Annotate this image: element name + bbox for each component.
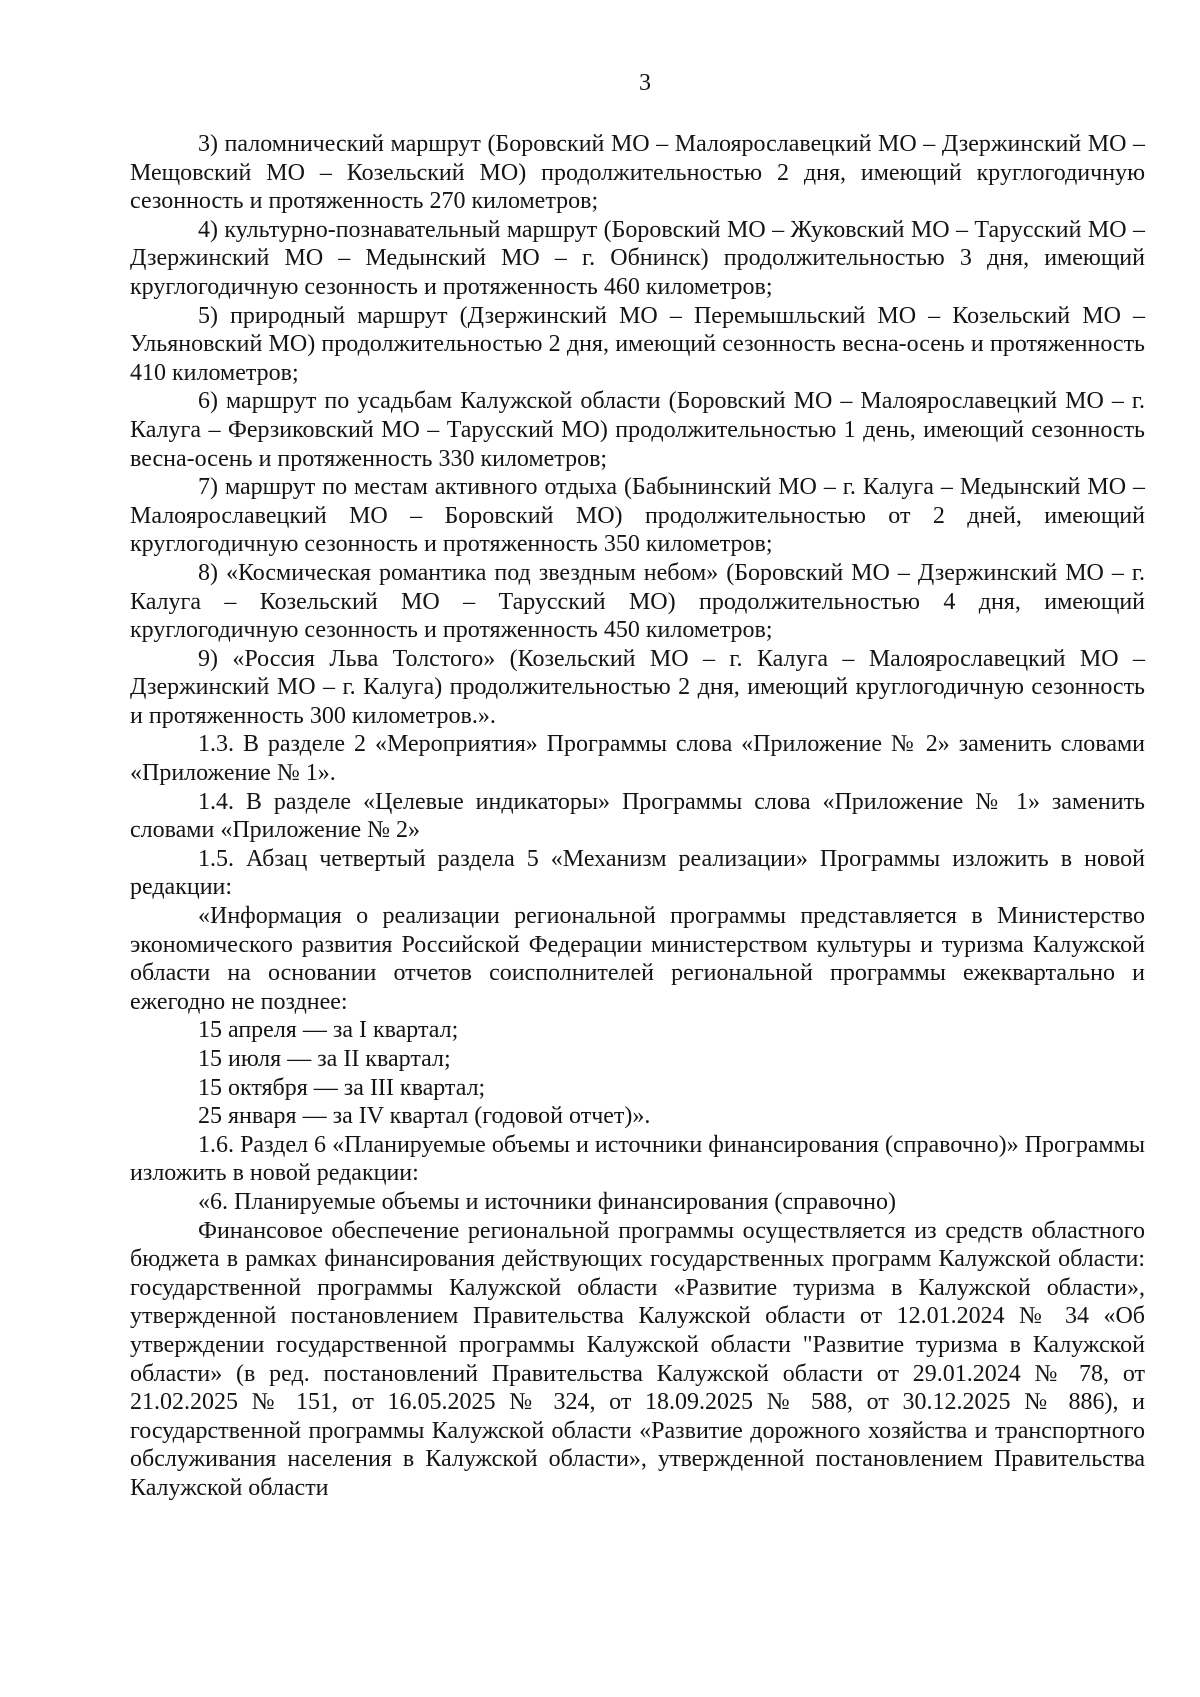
clause-1-5: 1.5. Абзац четвертый раздела 5 «Механизм реализации» Программы изложить в новой редакции: [130,845,1145,901]
deadline-q1: 15 апреля — за I квартал; [198,1017,459,1044]
deadline-q2: 15 июля — за II квартал; [198,1046,451,1072]
document-body [130,130,1145,1503]
page-number: 3 [639,70,651,96]
route-item-4: 4) культурно-познавательный маршрут (Боровский МО – Жуковский МО – Тарусский МО – Дзержинский МО – Медынский МО – г. Обнинск) продолжительностью 3 дня, имеющий круглогодичную сезонность и протяженность 460 километров; [130,216,1145,300]
route-item-8: 8) «Космическая романтика под звездным небом» (Боровский МО – Дзержинский МО – г. Калуга – Козельский МО – Тарусский МО) продолжительностью 4 дня, имеющий круглогодичную сезонность и протяженность 450 километров; [130,559,1145,644]
route-item-6: 6) маршрут по усадьбам Калужской области (Боровский МО – Малоярославецкий МО – г. Калуга – Ферзиковский МО – Тарусский МО) продолжительностью 1 день, имеющий сезонность весна-осень и протяженность 330 километров; [130,388,1145,472]
financing-paragraph: Финансовое обеспечение региональной программы осуществляется из средств областного бюджета в рамках финансирования действующих государственных программ Калужской области: государственной программы Калужской области «Развитие туризма в Калужской области», утвержденной постановлением Правительства Калужской области от 12.01.2024 № 34 «Об утверждении государственной программы Калужской области "Развитие туризма в Калужской области» (в ред. постановлений Правительства Калужской области от 29.01.2024 № 78, от 21.02.2025 № 151, от 16.05.2025 № 324, от 18.09.2025 № 588, от 30.12.2025 № 886), и государственной программы Калужской области «Развитие дорожного хозяйства и транспортного обслуживания населения в Калужской области», утвержденной постановлением Правительства Калужской области [130,1217,1145,1501]
clause-1-3: 1.3. В разделе 2 «Мероприятия» Программы слова «Приложение № 2» заменить словами «Приложение № 1». [130,731,1145,787]
clause-1-6: 1.6. Раздел 6 «Планируемые объемы и источники финансирования (справочно)» Программы изложить в новой редакции: [130,1131,1145,1187]
route-item-7: 7) маршрут по местам активного отдыха (Бабынинский МО – г. Калуга – Медынский МО – Малоярославецкий МО – Боровский МО) продолжительностью от 2 дней, имеющий круглогодичную сезонность и протяженность 350 километров; [130,474,1145,558]
section-6-heading: «6. Планируемые объемы и источники финансирования (справочно) [198,1188,896,1215]
deadline-q3: 15 октября — за III квартал; [198,1074,486,1101]
route-item-9: 9) «Россия Льва Толстого» (Козельский МО – г. Калуга – Малоярославецкий МО – Дзержинский МО – г. Калуга) продолжительностью 2 дня, имеющий круглогодичную сезонность и протяженность 300 километров.». [130,645,1145,729]
reporting-paragraph: «Информация о реализации региональной программы представляется в Министерство экономического развития Российской Федерации министерством культуры и туризма Калужской области на основании отчетов соисполнителей региональной программы ежеквартально и ежегодно не позднее: [130,903,1145,1015]
clause-1-4: 1.4. В разделе «Целевые индикаторы» Программы слова «Приложение № 1» заменить словами «Приложение № 2» [130,788,1145,844]
deadline-q4: 25 января — за IV квартал (годовой отчет)». [198,1103,651,1130]
route-item-3: 3) паломнический маршрут (Боровский МО – Малоярославецкий МО – Дзержинский МО – Мещовский МО – Козельский МО) продолжительностью 2 дня, имеющий круглогодичную сезонность и протяженность 270 километров; [130,131,1145,215]
route-item-5: 5) природный маршрут (Дзержинский МО – Перемышльский МО – Козельский МО – Ульяновский МО) продолжительностью 2 дня, имеющий сезонность весна-осень и протяженность 410 километров; [130,302,1145,386]
